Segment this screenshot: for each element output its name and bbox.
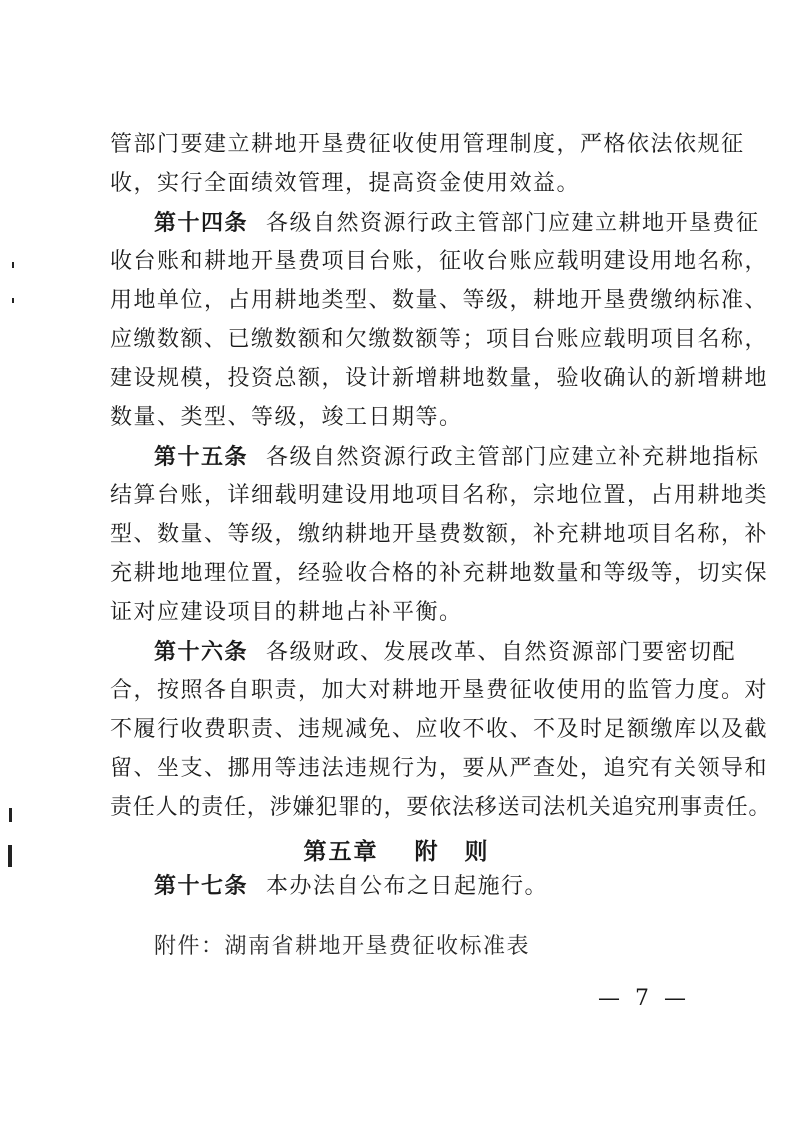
paragraph-line: 管部门要建立耕地开垦费征收使用管理制度，严格依法依规征 — [110, 132, 745, 157]
paragraph-line: 充耕地地理位置，经验收合格的补充耕地数量和等级等，切实保 — [110, 561, 769, 586]
paragraph-text: 本办法自公布之日起施行。 — [266, 874, 549, 899]
scan-mark — [9, 808, 12, 822]
paragraph-line: 收，实行全面绩效管理，提高资金使用效益。 — [110, 171, 581, 196]
article-17-line — [154, 872, 695, 900]
paragraph-line: 证对应建设项目的耕地占补平衡。 — [110, 600, 463, 625]
scan-mark — [12, 298, 14, 303]
article-14-label: 第十四条 — [154, 210, 249, 236]
paragraph-line: 合，按照各自职责，加大对耕地开垦费征收使用的监管力度。对 — [110, 678, 769, 703]
page-number: — 7 — — [598, 986, 690, 1011]
paragraph-line: 用地单位，占用耕地类型、数量、等级，耕地开垦费缴纳标准、 — [110, 288, 769, 313]
chapter-number: 第五章 — [303, 838, 379, 865]
paragraph-line: 结算台账，详细载明建设用地项目名称，宗地位置，占用耕地类 — [110, 483, 769, 508]
paragraph-line: 责任人的责任，涉嫌犯罪的，要依法移送司法机关追究刑事责任。 — [110, 795, 772, 820]
article-14-first-line — [154, 209, 760, 237]
attachment-note: 附件：湖南省耕地开垦费征收标准表 — [154, 934, 531, 959]
article-16-label: 第十六条 — [154, 639, 249, 665]
scan-mark — [12, 262, 14, 268]
chapter-heading — [0, 833, 793, 863]
article-15-label: 第十五条 — [154, 444, 249, 470]
paragraph-line: 不履行收费职责、违规减免、应收不收、不及时足额缴库以及截 — [110, 717, 769, 742]
paragraph-line: 数量、类型、等级，竣工日期等。 — [110, 405, 463, 430]
article-17-label: 第十七条 — [154, 873, 249, 899]
chapter-title: 附 则 — [414, 838, 490, 865]
article-16-first-line — [154, 638, 737, 666]
scan-mark — [8, 845, 12, 867]
paragraph-text: 各级财政、发展改革、自然资源部门要密切配 — [266, 640, 737, 665]
paragraph-text: 各级自然资源行政主管部门应建立补充耕地指标 — [266, 445, 760, 470]
paragraph-line: 收台账和耕地开垦费项目台账，征收台账应载明建设用地名称， — [110, 249, 769, 274]
paragraph-line: 应缴数额、已缴数额和欠缴数额等；项目台账应载明项目名称， — [110, 327, 769, 352]
paragraph-line: 留、坐支、挪用等违法违规行为，要从严查处，追究有关领导和 — [110, 756, 769, 781]
article-15-first-line — [154, 443, 760, 471]
paragraph-line: 型、数量、等级，缴纳耕地开垦费数额，补充耕地项目名称，补 — [110, 522, 769, 547]
paragraph-text: 各级自然资源行政主管部门应建立耕地开垦费征 — [266, 211, 760, 236]
paragraph-line: 建设规模，投资总额，设计新增耕地数量，验收确认的新增耕地 — [110, 366, 769, 391]
